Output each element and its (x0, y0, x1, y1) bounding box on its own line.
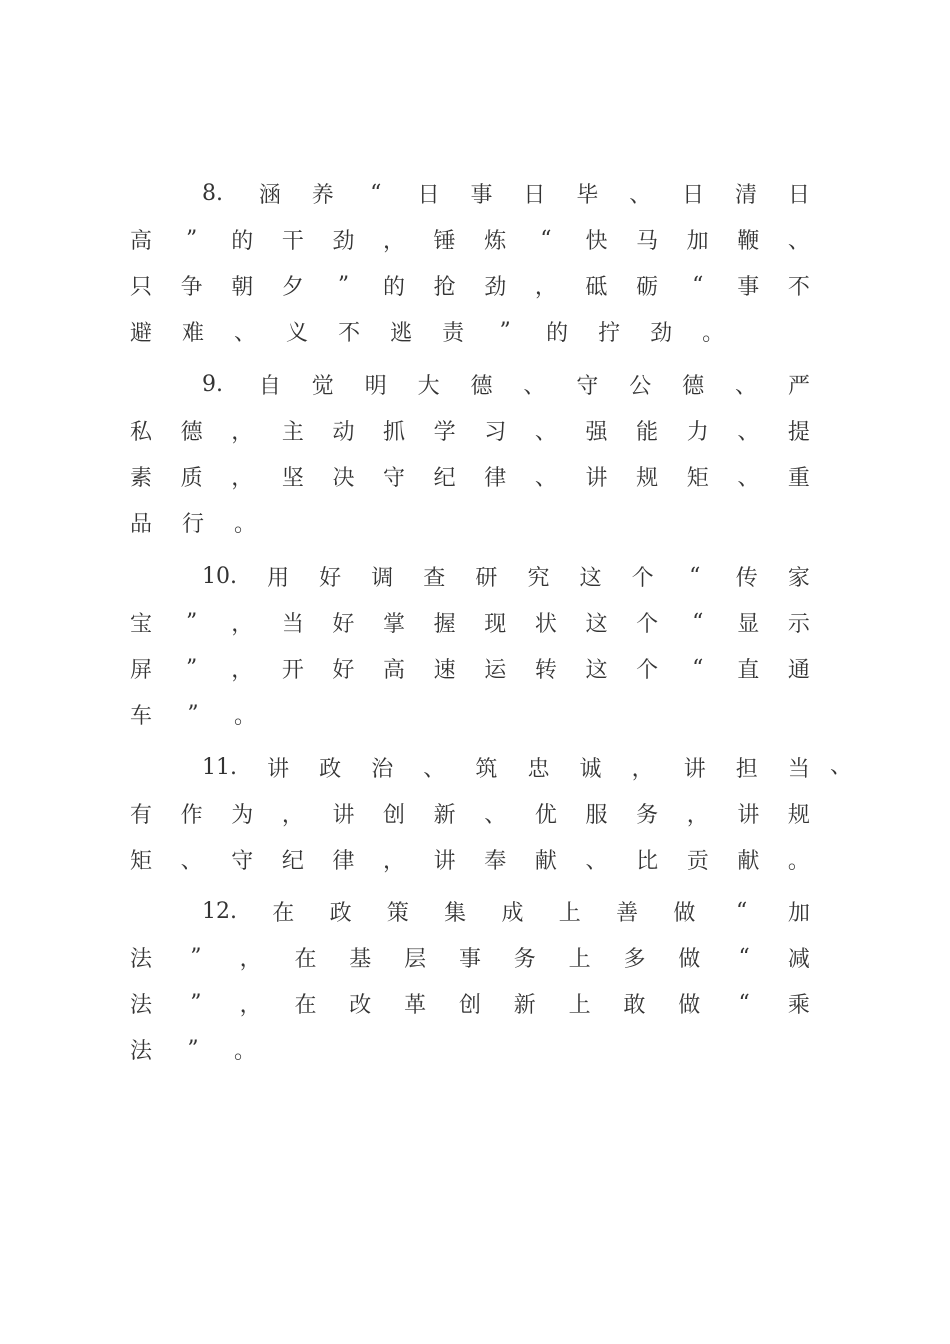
char: 争 (180, 274, 203, 300)
char: 守 (231, 848, 254, 874)
char: 习 (484, 419, 507, 445)
char: 提 (787, 419, 810, 445)
char: 德 (470, 373, 493, 399)
char: 上 (568, 946, 591, 972)
char: 。 (234, 1038, 257, 1064)
text-line (130, 836, 810, 882)
char: 这 (585, 657, 608, 683)
char: ， (239, 946, 262, 972)
char: 上 (558, 900, 581, 926)
char: ， (281, 802, 304, 828)
char: ， (239, 992, 262, 1018)
char: 在 (272, 900, 295, 926)
char: 动 (332, 419, 355, 445)
char: 德 (682, 373, 705, 399)
char: “ (736, 898, 748, 924)
char: 、 (423, 756, 446, 782)
char: 服 (585, 802, 608, 828)
char: 加 (787, 900, 810, 926)
char: 的 (383, 274, 406, 300)
char: 快 (585, 228, 608, 254)
char: ” (499, 318, 511, 344)
char: 毕 (576, 182, 599, 208)
char: 、 (737, 419, 760, 445)
char: 律 (484, 465, 507, 491)
text-line (130, 934, 810, 980)
char: “ (370, 180, 382, 206)
item-number: 11. (202, 754, 237, 780)
char: 守 (576, 373, 599, 399)
char: 避 (130, 320, 153, 346)
char: 转 (534, 657, 557, 683)
item-number: 12. (202, 898, 237, 924)
char: 为 (231, 802, 254, 828)
paragraph-9 (130, 361, 810, 545)
char: 学 (433, 419, 456, 445)
char: 当 (787, 756, 810, 782)
char: 创 (458, 992, 481, 1018)
char: 通 (787, 657, 810, 683)
item-number: 10. (202, 563, 237, 589)
char: 马 (636, 228, 659, 254)
char: 抢 (433, 274, 456, 300)
char: 、 (534, 419, 557, 445)
char: 。 (787, 848, 810, 874)
char: 德 (180, 419, 203, 445)
char: 砥 (585, 274, 608, 300)
char: 宝 (130, 611, 153, 637)
char: 直 (737, 657, 760, 683)
char: ， (231, 657, 254, 683)
char: 的 (231, 228, 254, 254)
item-number: 9. (202, 371, 223, 397)
char: “ (689, 563, 701, 589)
char: 、 (585, 848, 608, 874)
char: 干 (281, 228, 304, 254)
paragraph-8 (130, 170, 810, 354)
char: 纪 (281, 848, 304, 874)
char: 主 (281, 419, 304, 445)
char: 明 (364, 373, 387, 399)
char: 规 (636, 465, 659, 491)
char: “ (540, 226, 552, 252)
char: ” (185, 609, 198, 635)
char: 义 (286, 320, 309, 346)
text-line (130, 645, 810, 691)
text-line (130, 453, 810, 499)
char: 高 (383, 657, 406, 683)
char: 个 (636, 611, 659, 637)
char: 家 (787, 565, 810, 591)
text-line (130, 1026, 810, 1072)
char: 、 (737, 465, 760, 491)
char: 、 (534, 465, 557, 491)
char: 集 (444, 900, 467, 926)
char: 车 (130, 703, 153, 729)
char: 逃 (390, 320, 413, 346)
char: 革 (404, 992, 427, 1018)
char: 讲 (332, 802, 355, 828)
char: 拧 (598, 320, 621, 346)
char: 砺 (636, 274, 659, 300)
char: 好 (332, 657, 355, 683)
char: 日 (787, 182, 810, 208)
char: 示 (787, 611, 810, 637)
char: 不 (787, 274, 810, 300)
char: ” (185, 655, 198, 681)
char: 上 (568, 992, 591, 1018)
char: 掌 (383, 611, 406, 637)
char: ， (231, 465, 254, 491)
text-line (130, 553, 810, 599)
char: 事 (470, 182, 493, 208)
char: 事 (458, 946, 481, 972)
char: 劲 (484, 274, 507, 300)
char: 运 (484, 657, 507, 683)
char: 力 (686, 419, 709, 445)
char: “ (692, 609, 704, 635)
char: 献 (534, 848, 557, 874)
char: 调 (371, 565, 394, 591)
text-line (130, 980, 810, 1026)
char: 责 (442, 320, 465, 346)
text-line (130, 744, 810, 790)
char: 自 (258, 373, 281, 399)
char: ， (231, 611, 254, 637)
char: 、 (180, 848, 203, 874)
char: 私 (130, 419, 153, 445)
char: 做 (678, 992, 701, 1018)
text-line (130, 308, 810, 354)
char: 行 (182, 511, 205, 537)
char: 现 (484, 611, 507, 637)
char: 讲 (585, 465, 608, 491)
char: 个 (636, 657, 659, 683)
char: 纪 (433, 465, 456, 491)
char: 务 (513, 946, 536, 972)
char: 加 (686, 228, 709, 254)
char: 改 (349, 992, 372, 1018)
char: 新 (513, 992, 536, 1018)
char: 这 (579, 565, 602, 591)
paragraph-12 (130, 888, 810, 1072)
char: 讲 (433, 848, 456, 874)
char: ， (686, 802, 709, 828)
char: 规 (787, 802, 810, 828)
char: 好 (319, 565, 342, 591)
char: 。 (234, 511, 257, 537)
char: ， (534, 274, 557, 300)
char: 品 (130, 511, 153, 537)
text-line (130, 170, 810, 216)
char: 高 (130, 228, 153, 254)
char: “ (738, 944, 750, 970)
char: ， (231, 419, 254, 445)
char: 敢 (623, 992, 646, 1018)
char: 乘 (787, 992, 810, 1018)
char: 坚 (281, 465, 304, 491)
char: 诚 (579, 756, 602, 782)
char: 比 (636, 848, 659, 874)
char: 日 (523, 182, 546, 208)
char: 矩 (686, 465, 709, 491)
char: 法 (130, 992, 153, 1018)
overflow-punctuation: 、 (830, 754, 853, 779)
char: 究 (527, 565, 550, 591)
char: ， (383, 848, 406, 874)
char: 劲 (650, 320, 673, 346)
char: 、 (234, 320, 257, 346)
char: 锤 (433, 228, 456, 254)
char: 优 (534, 802, 557, 828)
char: “ (692, 655, 704, 681)
char: 个 (631, 565, 654, 591)
char: 、 (523, 373, 546, 399)
paragraph-11 (130, 744, 853, 882)
char: 讲 (683, 756, 706, 782)
char: 夕 (281, 274, 304, 300)
char: 严 (787, 373, 810, 399)
char: 在 (294, 946, 317, 972)
char: 讲 (737, 802, 760, 828)
char: ” (190, 990, 202, 1016)
char: 大 (417, 373, 440, 399)
char: 传 (735, 565, 758, 591)
char: 难 (182, 320, 205, 346)
char: 献 (737, 848, 760, 874)
char: 涵 (258, 182, 281, 208)
char: 、 (629, 182, 652, 208)
text-line (130, 361, 810, 407)
char: 当 (281, 611, 304, 637)
char: 、 (484, 802, 507, 828)
char: 。 (234, 703, 257, 729)
char: 在 (294, 992, 317, 1018)
char: “ (738, 990, 750, 1016)
char: 这 (585, 611, 608, 637)
char: 觉 (311, 373, 334, 399)
char: 担 (735, 756, 758, 782)
char: 政 (329, 900, 352, 926)
char: 素 (130, 465, 153, 491)
char: 公 (629, 373, 652, 399)
char: 能 (636, 419, 659, 445)
char: ， (631, 756, 654, 782)
char: 奉 (484, 848, 507, 874)
char: 忠 (527, 756, 550, 782)
text-line (130, 691, 810, 737)
char: 作 (180, 802, 203, 828)
text-line (130, 790, 810, 836)
char: 养 (311, 182, 334, 208)
char: 成 (501, 900, 524, 926)
char: 新 (433, 802, 456, 828)
char: 法 (130, 946, 153, 972)
char: 。 (702, 320, 725, 346)
char: 层 (404, 946, 427, 972)
char: 务 (636, 802, 659, 828)
char: 讲 (267, 756, 290, 782)
char: 好 (332, 611, 355, 637)
char: 做 (673, 900, 696, 926)
char: 查 (423, 565, 446, 591)
char: 鞭 (737, 228, 760, 254)
char: 握 (433, 611, 456, 637)
char: ” (187, 1036, 199, 1062)
char: 创 (383, 802, 406, 828)
char: 有 (130, 802, 153, 828)
char: 屏 (130, 657, 153, 683)
char: 研 (475, 565, 498, 591)
char: ” (185, 226, 198, 252)
char: 重 (787, 465, 810, 491)
char: 不 (338, 320, 361, 346)
paragraph-10 (130, 553, 810, 737)
char: 日 (417, 182, 440, 208)
char: 治 (371, 756, 394, 782)
char: 的 (546, 320, 569, 346)
char: 开 (281, 657, 304, 683)
char: 事 (737, 274, 760, 300)
char: 基 (349, 946, 372, 972)
char: 贡 (686, 848, 709, 874)
char: ” (337, 272, 350, 298)
char: 善 (616, 900, 639, 926)
char: 速 (433, 657, 456, 683)
char: ” (190, 944, 202, 970)
char: 状 (534, 611, 557, 637)
char: 、 (735, 373, 758, 399)
char: 质 (180, 465, 203, 491)
char: ” (187, 701, 199, 727)
char: “ (692, 272, 704, 298)
char: 炼 (484, 228, 507, 254)
char: 朝 (231, 274, 254, 300)
char: 守 (383, 465, 406, 491)
text-line (130, 888, 810, 934)
char: ， (383, 228, 406, 254)
char: 多 (623, 946, 646, 972)
char: 矩 (130, 848, 153, 874)
char: 策 (386, 900, 409, 926)
char: 法 (130, 1038, 153, 1064)
text-line (130, 499, 810, 545)
char: 减 (787, 946, 810, 972)
char: 显 (737, 611, 760, 637)
text-line (130, 262, 810, 308)
char: 用 (267, 565, 290, 591)
char: 政 (319, 756, 342, 782)
text-line (130, 216, 810, 262)
char: 决 (332, 465, 355, 491)
char: 筑 (475, 756, 498, 782)
char: 只 (130, 274, 153, 300)
char: 抓 (383, 419, 406, 445)
char: 劲 (332, 228, 355, 254)
char: 做 (678, 946, 701, 972)
item-number: 8. (202, 180, 223, 206)
char: 律 (332, 848, 355, 874)
char: 清 (735, 182, 758, 208)
text-line (130, 599, 810, 645)
char: 日 (682, 182, 705, 208)
text-line (130, 407, 810, 453)
char: 、 (787, 228, 810, 254)
char: 强 (585, 419, 608, 445)
